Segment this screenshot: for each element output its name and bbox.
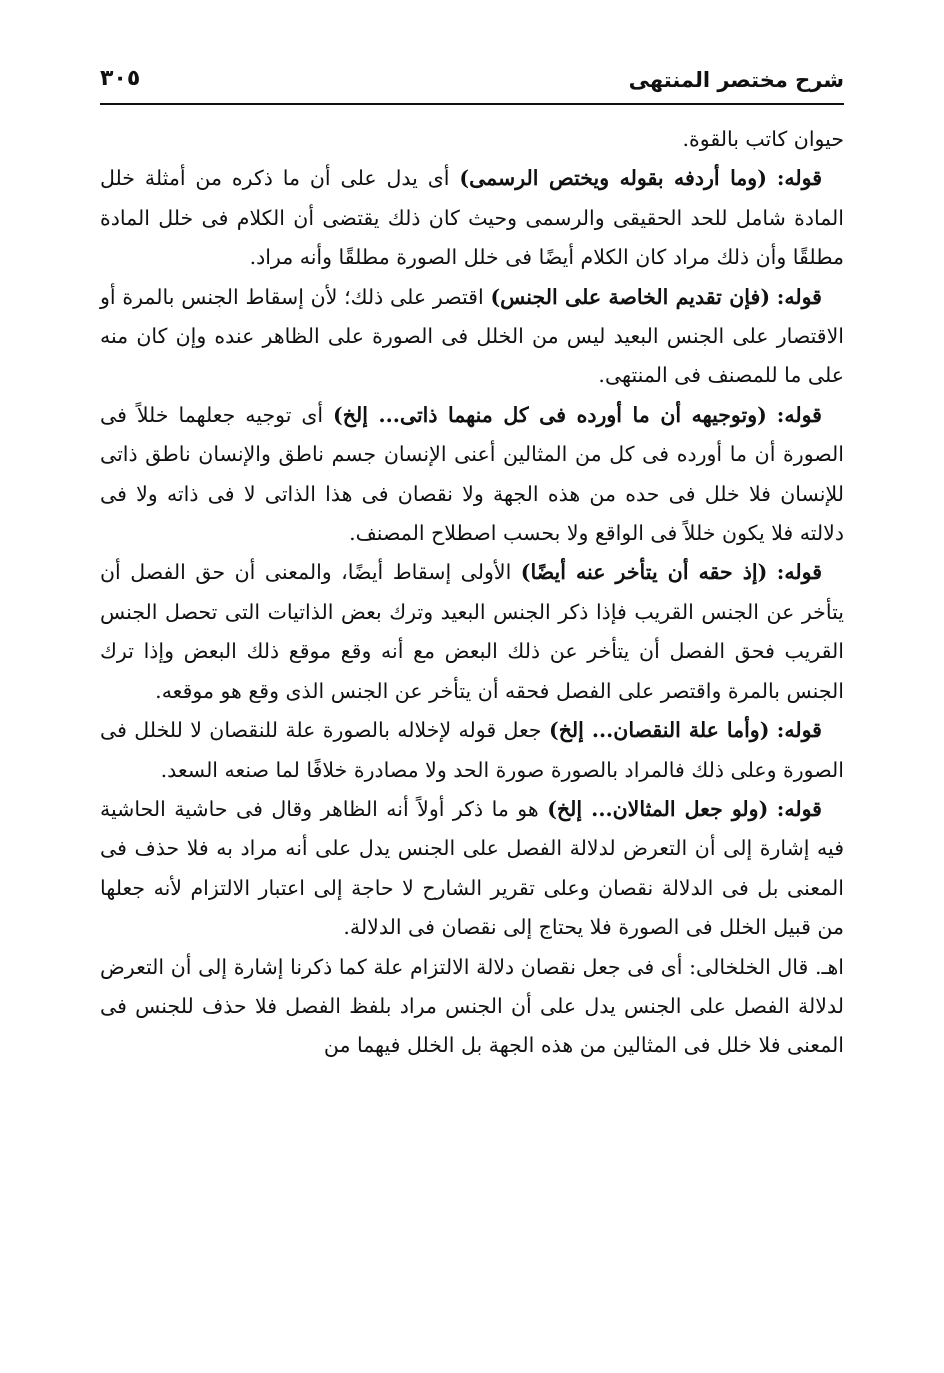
paragraph-quote: (وما أردفه بقوله ويختص الرسمى) xyxy=(459,166,767,191)
paragraph-text: اقتصر على ذلك؛ لأن إسقاط الجنس بالمرة أو الاقتصار على الجنس البعيد ليس من الخلل فى الصورة على الظاهر عنده وإن كان منه على ما للمصنف فى المنتهى. xyxy=(100,284,844,388)
paragraph-continuation xyxy=(100,120,844,159)
paragraph-text: اهـ. قال الخلخالى: أى فى جعل نقصان دلالة الالتزام علة كما ذكرنا إشارة إلى أن التعرض لدلالة الفصل على الجنس يدل على أن الجنس مراد بلفظ الفصل فلا حذف للجنس فى المعنى فلا خلل فى المثالين من هذه الجهة بل الخلل فيهما من xyxy=(100,954,844,1058)
paragraph-label: قوله: xyxy=(776,718,822,743)
paragraph-commentary xyxy=(100,159,844,277)
paragraph-quote: (فإن تقديم الخاصة على الجنس) xyxy=(490,284,771,309)
paragraph-commentary xyxy=(100,396,844,554)
paragraph-quote: (ولو جعل المثالان... إلخ) xyxy=(547,796,769,821)
paragraph-label: قوله: xyxy=(776,402,822,427)
paragraph-text: هو ما ذكر أولاً أنه الظاهر وقال فى حاشية الحاشية فيه إشارة إلى أن التعرض لدلالة الفصل على الجنس يدل على أنه مراد به فلا حذف فى المعنى بل فى الدلالة نقصان وعلى تقرير الشارح لا حاجة إلى اعتبار الالتزام لأنه جعلها من قبيل الخلل فى الصورة فلا يحتاج إلى نقصان فى الدلالة. xyxy=(100,796,844,940)
page-header xyxy=(100,62,844,102)
paragraph-continuation xyxy=(100,948,844,1066)
header-rule xyxy=(100,103,844,105)
paragraph-commentary xyxy=(100,278,844,396)
paragraph-commentary xyxy=(100,553,844,711)
paragraph-label: قوله: xyxy=(776,284,822,309)
paragraph-label: قوله: xyxy=(776,560,822,585)
paragraph-text: الأولى إسقاط أيضًا، والمعنى أن حق الفصل أن يتأخر عن الجنس القريب فإذا ذكر الجنس البعيد وترك بعض الذاتيات التى تحصل الجنس القريب فحق الفصل أن يتأخر عن ذلك البعض مع أنه وقع موقع ذلك البعض وإذا ترك الجنس بالمرة واقتصر على الفصل فحقه أن يتأخر عن الجنس الذى وقع هو موقعه. xyxy=(100,560,844,703)
paragraph-text: أى يدل على أن ما ذكره من أمثلة خلل المادة شامل للحد الحقيقى والرسمى وحيث كان ذلك يقتضى أن الكلام فى خلل المادة مطلقًا وأن ذلك مراد كان الكلام أيضًا فى خلل الصورة مطلقًا وأنه مراد. xyxy=(100,166,844,270)
paragraph-commentary xyxy=(100,790,844,948)
paragraph-quote: (إذ حقه أن يتأخر عنه أيضًا) xyxy=(520,560,768,585)
paragraph-text: حيوان كاتب بالقوة. xyxy=(682,127,844,151)
paragraph-text: جعل قوله لإخلاله بالصورة علة للنقصان لا للخلل فى الصورة وعلى ذلك فالمراد بالصورة صورة الحد ولا مصادرة خلافًا لما صنعه السعد. xyxy=(100,718,844,782)
running-title: شرح مختصر المنتهى xyxy=(628,68,844,92)
paragraph-text: أى توجيه جعلهما خللاً فى الصورة أن ما أورده فى كل من المثالين أعنى الإنسان جسم ناطق والإنسان ناطق ذاتى للإنسان فلا خلل فى حده من هذه الجهة ولا نقصان فى هذا الذاتى لا فى ذاته ولا فى دلالته فلا يكون خللاً فى الواقع ولا بحسب اصطلاح المصنف. xyxy=(100,402,844,546)
paragraph-commentary xyxy=(100,711,844,790)
paragraph-label: قوله: xyxy=(776,166,823,191)
paragraph-label: قوله: xyxy=(776,796,822,821)
page-number: ٣٠٥ xyxy=(100,66,141,91)
body-text xyxy=(100,120,844,1066)
paragraph-quote: (وأما علة النقصان... إلخ) xyxy=(549,718,770,743)
paragraph-quote: (وتوجيهه أن ما أورده فى كل منهما ذاتى... إلخ) xyxy=(333,402,767,427)
